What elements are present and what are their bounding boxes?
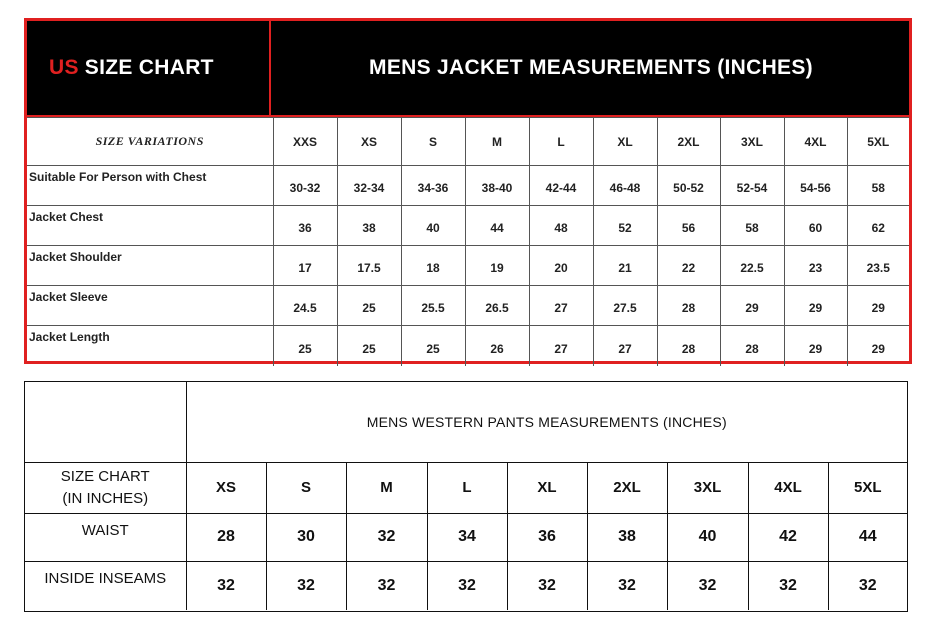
value-cell: 32-34 (337, 166, 401, 206)
value-cell: 32 (828, 561, 907, 610)
value-cell: 36 (273, 206, 337, 246)
table-row (27, 246, 909, 286)
title-rest: SIZE CHART (84, 56, 214, 79)
size-cell: XS (337, 118, 401, 166)
jacket-chart-header (27, 21, 909, 117)
table-row (25, 561, 907, 610)
value-cell: 28 (186, 513, 266, 561)
value-cell: 38-40 (465, 166, 529, 206)
size-chart-label-line1: SIZE CHART (60, 467, 150, 485)
pants-heading-row (25, 382, 907, 462)
row-label-waist: WAIST (25, 513, 186, 561)
value-cell: 28 (720, 326, 784, 366)
value-cell: 44 (465, 206, 529, 246)
value-cell: 42-44 (529, 166, 593, 206)
value-cell: 32 (427, 561, 507, 610)
value-cell: 22 (657, 246, 720, 286)
size-cell: 2XL (657, 118, 720, 166)
table-row (27, 166, 909, 206)
value-cell: 28 (657, 286, 720, 326)
empty-corner-cell (25, 382, 186, 462)
size-cell: L (529, 118, 593, 166)
table-row (27, 206, 909, 246)
size-cell: L (427, 462, 507, 513)
value-cell: 27.5 (593, 286, 657, 326)
value-cell: 38 (337, 206, 401, 246)
value-cell: 60 (784, 206, 847, 246)
value-cell: 29 (847, 326, 909, 366)
value-cell: 52 (593, 206, 657, 246)
value-cell: 36 (507, 513, 587, 561)
value-cell: 24.5 (273, 286, 337, 326)
value-cell: 44 (828, 513, 907, 561)
value-cell: 54-56 (784, 166, 847, 206)
value-cell: 32 (186, 561, 266, 610)
value-cell: 20 (529, 246, 593, 286)
table-row (25, 513, 907, 561)
value-cell: 26.5 (465, 286, 529, 326)
value-cell: 29 (847, 286, 909, 326)
table-row (27, 286, 909, 326)
pants-measurements-heading: MENS WESTERN PANTS MEASUREMENTS (INCHES) (186, 382, 907, 462)
row-label-jacket-shoulder: Jacket Shoulder (27, 246, 273, 286)
value-cell: 23 (784, 246, 847, 286)
value-cell: 56 (657, 206, 720, 246)
value-cell: 30 (266, 513, 346, 561)
value-cell: 46-48 (593, 166, 657, 206)
size-chart-title (27, 21, 271, 115)
size-cell: 4XL (784, 118, 847, 166)
value-cell: 40 (667, 513, 748, 561)
value-cell: 17 (273, 246, 337, 286)
value-cell: 32 (748, 561, 828, 610)
pants-size-chart (24, 381, 908, 612)
value-cell: 32 (266, 561, 346, 610)
value-cell: 27 (529, 286, 593, 326)
value-cell: 32 (346, 513, 427, 561)
table-row (27, 326, 909, 366)
value-cell: 25 (337, 326, 401, 366)
title-prefix-us: US (49, 56, 79, 79)
value-cell: 26 (465, 326, 529, 366)
value-cell: 18 (401, 246, 465, 286)
value-cell: 25.5 (401, 286, 465, 326)
value-cell: 19 (465, 246, 529, 286)
size-cell: XL (593, 118, 657, 166)
jacket-size-chart (24, 18, 912, 364)
value-cell: 21 (593, 246, 657, 286)
size-cell: XL (507, 462, 587, 513)
size-cell: M (465, 118, 529, 166)
value-cell: 29 (784, 326, 847, 366)
size-cell: 2XL (587, 462, 667, 513)
size-cell: S (401, 118, 465, 166)
jacket-size-row (27, 118, 909, 166)
value-cell: 40 (401, 206, 465, 246)
size-cell: 5XL (847, 118, 909, 166)
value-cell: 28 (657, 326, 720, 366)
value-cell: 29 (720, 286, 784, 326)
size-cell: 3XL (667, 462, 748, 513)
value-cell: 58 (847, 166, 909, 206)
value-cell: 27 (593, 326, 657, 366)
size-cell: 5XL (828, 462, 907, 513)
row-label-jacket-length: Jacket Length (27, 326, 273, 366)
value-cell: 50-52 (657, 166, 720, 206)
value-cell: 25 (273, 326, 337, 366)
pants-size-row (25, 462, 907, 513)
size-chart-label (25, 462, 186, 513)
pants-measurements-table (25, 382, 907, 610)
value-cell: 32 (507, 561, 587, 610)
size-cell: 3XL (720, 118, 784, 166)
value-cell: 27 (529, 326, 593, 366)
value-cell: 22.5 (720, 246, 784, 286)
size-chart-label-line2: (IN INCHES) (62, 489, 149, 507)
size-cell: XXS (273, 118, 337, 166)
value-cell: 58 (720, 206, 784, 246)
size-cell: XS (186, 462, 266, 513)
value-cell: 42 (748, 513, 828, 561)
value-cell: 29 (784, 286, 847, 326)
value-cell: 23.5 (847, 246, 909, 286)
value-cell: 25 (337, 286, 401, 326)
value-cell: 48 (529, 206, 593, 246)
value-cell: 34 (427, 513, 507, 561)
row-label-inside-inseams: INSIDE INSEAMS (25, 561, 186, 610)
value-cell: 34-36 (401, 166, 465, 206)
value-cell: 32 (667, 561, 748, 610)
value-cell: 52-54 (720, 166, 784, 206)
row-label-chest-fit: Suitable For Person with Chest (27, 166, 273, 206)
row-label-jacket-sleeve: Jacket Sleeve (27, 286, 273, 326)
jacket-measurements-table (27, 117, 909, 366)
row-label-jacket-chest: Jacket Chest (27, 206, 273, 246)
size-cell: 4XL (748, 462, 828, 513)
value-cell: 62 (847, 206, 909, 246)
jacket-measurements-heading: MENS JACKET MEASUREMENTS (INCHES) (369, 56, 813, 79)
value-cell: 30-32 (273, 166, 337, 206)
size-cell: S (266, 462, 346, 513)
value-cell: 32 (346, 561, 427, 610)
value-cell: 25 (401, 326, 465, 366)
value-cell: 38 (587, 513, 667, 561)
size-cell: M (346, 462, 427, 513)
value-cell: 17.5 (337, 246, 401, 286)
value-cell: 32 (587, 561, 667, 610)
size-variations-label: SIZE VARIATIONS (27, 118, 273, 166)
